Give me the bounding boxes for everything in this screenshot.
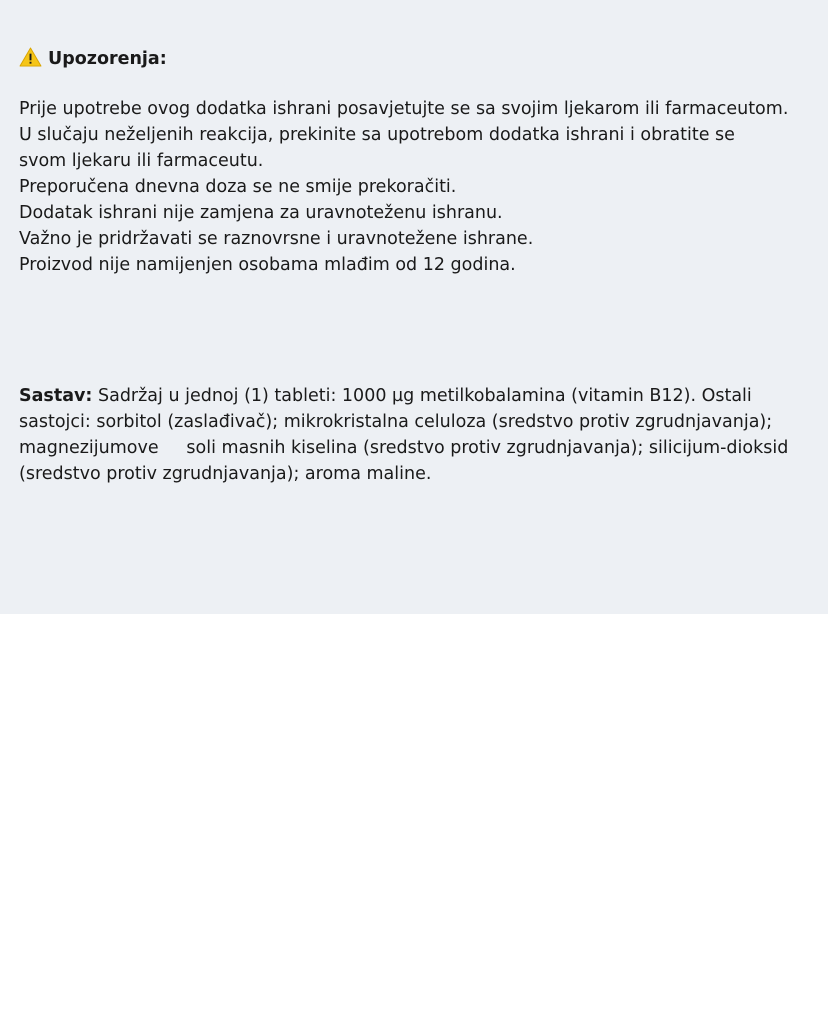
- warnings-title: Upozorenja:: [48, 49, 167, 69]
- composition-label: Sastav:: [19, 386, 93, 406]
- composition-text: Sadržaj u jednoj (1) tableti: 1000 µg metilkobalamina (vitamin B12). Ostali: [92, 386, 752, 406]
- warnings-list: [19, 96, 788, 278]
- composition-line: [19, 383, 814, 409]
- warning-line: Prije upotrebe ovog dodatka ishrani posavjetujte se sa svojim ljekarom ili farmaceutom.: [19, 99, 789, 119]
- composition-line: magnezijumove soli masnih kiselina (sredstvo protiv zgrudnjavanja); silicijum-dioksid: [19, 438, 789, 458]
- warning-icon: [19, 47, 42, 67]
- warning-line: Proizvod nije namijenjen osobama mlađim od 12 godina.: [19, 255, 516, 275]
- warning-line: Preporučena dnevna doza se ne smije prekoračiti.: [19, 177, 457, 197]
- warning-line: svom ljekaru ili farmaceutu.: [19, 151, 264, 171]
- composition-line: (sredstvo protiv zgrudnjavanja); aroma maline.: [19, 464, 432, 484]
- warning-line: Dodatak ishrani nije zamjena za uravnoteženu ishranu.: [19, 203, 503, 223]
- warnings-heading: [19, 46, 167, 72]
- composition-paragraph: [19, 383, 814, 487]
- warning-line: U slučaju neželjenih reakcija, prekinite sa upotrebom dodatka ishrani i obratite se: [19, 125, 735, 145]
- composition-line: sastojci: sorbitol (zaslađivač); mikrokristalna celuloza (sredstvo protiv zgrudnjavanja);: [19, 412, 773, 432]
- warning-line: Važno je pridržavati se raznovrsne i uravnotežene ishrane.: [19, 229, 534, 249]
